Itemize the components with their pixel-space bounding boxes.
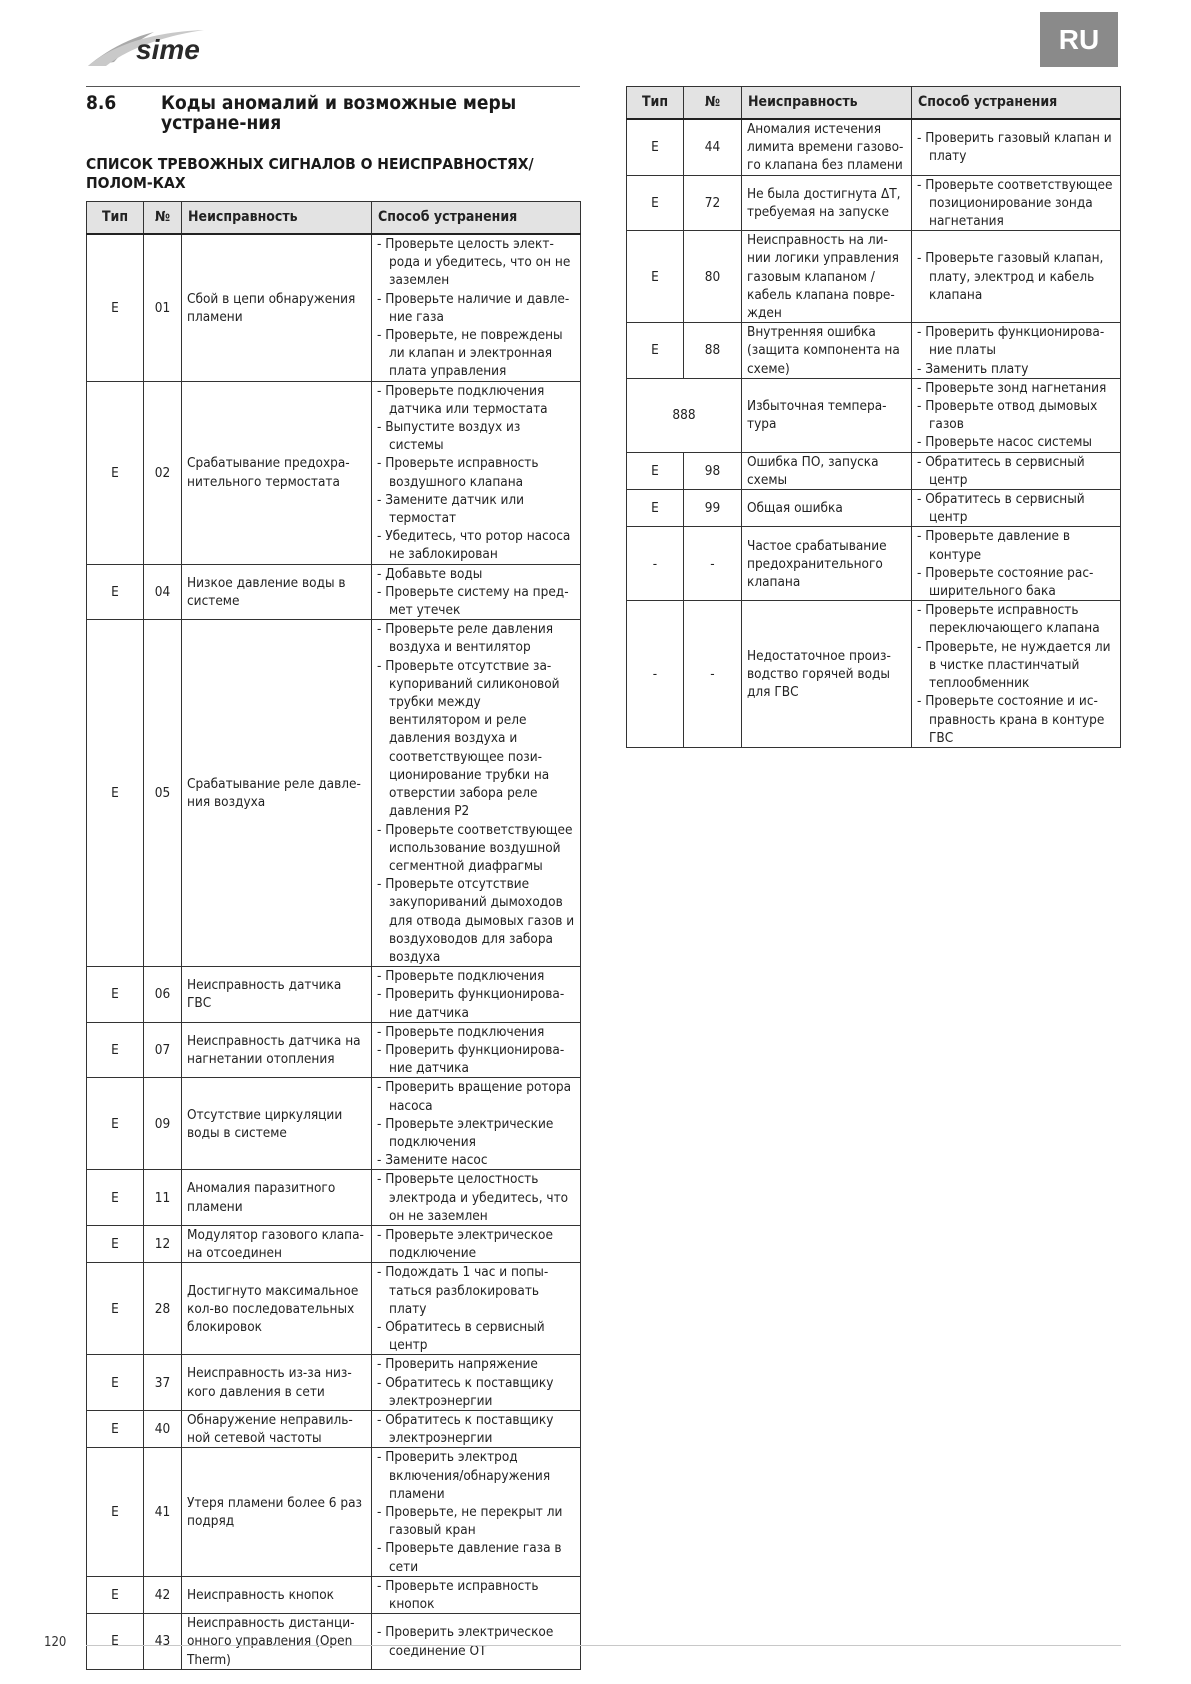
- fault-description-cell: Срабатывание предохра-нительного термостата: [182, 381, 372, 564]
- fault-number-cell: 88: [684, 323, 742, 379]
- fault-description-cell: Утеря пламени более 6 раз подряд: [182, 1448, 372, 1576]
- remedy-line: - Проверьте электрическое подключение: [377, 1226, 553, 1262]
- fault-type-cell: E: [627, 323, 684, 379]
- remedy-cell: [372, 1355, 581, 1411]
- table-row: [87, 234, 581, 381]
- remedy-line: - Проверьте соответствующее позиционирование зонда нагнетания: [917, 176, 1113, 230]
- remedy-cell: [912, 175, 1121, 231]
- language-badge: RU: [1040, 12, 1118, 67]
- fault-code-cell: 888: [627, 378, 742, 452]
- fault-number-cell: 99: [684, 490, 742, 527]
- remedy-cell: [372, 1411, 581, 1448]
- header-remedy: Способ устранения: [372, 202, 581, 235]
- fault-type-cell: E: [87, 1355, 144, 1411]
- fault-type-cell: E: [87, 564, 144, 620]
- remedy-line: - Проверьте соответствующее использование воздушной сегментной диафрагмы: [377, 821, 573, 874]
- fault-description-cell: Избыточная темпера-тура: [742, 378, 912, 452]
- remedy-line: - Проверьте подключения датчика или термостата: [377, 382, 548, 417]
- fault-type-cell: E: [87, 620, 144, 967]
- remedy-cell: [912, 452, 1121, 489]
- fault-type-cell: E: [627, 175, 684, 231]
- table-row: [87, 1576, 581, 1613]
- fault-type-cell: E: [87, 1225, 144, 1262]
- fault-description-cell: Недостаточное произ-водство горячей воды для ГВС: [742, 601, 912, 748]
- remedy-line: - Проверьте состояние и ис-правность крана в контуре ГВС: [917, 693, 1105, 746]
- fault-type-cell: E: [87, 1411, 144, 1448]
- table-row: [627, 323, 1121, 379]
- remedy-cell: [912, 231, 1121, 323]
- fault-codes-table-left: [86, 201, 581, 1670]
- fault-description-cell: Внутренняя ошибка (защита компонента на схеме): [742, 323, 912, 379]
- sime-logo-swoosh-icon: [84, 22, 234, 70]
- fault-description-cell: Аномалия паразитного пламени: [182, 1170, 372, 1226]
- remedy-line: - Проверить функционирова-ние датчика: [377, 986, 565, 1021]
- table-row: [87, 1225, 581, 1262]
- fault-number-cell: 11: [144, 1170, 182, 1226]
- table-row: [627, 231, 1121, 323]
- fault-type-cell: E: [87, 1263, 144, 1355]
- fault-description-cell: Сбой в цепи обнаружения пламени: [182, 234, 372, 381]
- remedy-line: - Проверьте целостность электрода и убедитесь, что он не заземлен: [377, 1171, 569, 1224]
- remedy-line: - Проверьте подключения: [377, 968, 545, 985]
- fault-type-cell: E: [87, 234, 144, 381]
- fault-description-cell: Достигнуто максимальное кол-во последовательных блокировок: [182, 1263, 372, 1355]
- remedy-line: - Проверить функционирова-ние платы: [917, 324, 1105, 359]
- fault-type-cell: E: [87, 381, 144, 564]
- fault-description-cell: Частое срабатывание предохранительного клапана: [742, 527, 912, 601]
- table-row: [627, 175, 1121, 231]
- fault-type-cell: E: [627, 119, 684, 175]
- table-header-row: [87, 202, 581, 235]
- fault-description-cell: Неисправность дистанци-онного управления (Open Therm): [182, 1614, 372, 1670]
- header-number: №: [144, 202, 182, 235]
- remedy-line: - Обратитесь в сервисный центр: [917, 491, 1085, 526]
- fault-number-cell: 43: [144, 1614, 182, 1670]
- fault-description-cell: Неисправность датчика ГВС: [182, 967, 372, 1023]
- fault-type-cell: E: [627, 490, 684, 527]
- remedy-line: - Проверьте насос системы: [917, 434, 1092, 451]
- table-row: [627, 490, 1121, 527]
- remedy-cell: [372, 620, 581, 967]
- remedy-line: - Проверить электрод включения/обнаружения пламени: [377, 1449, 551, 1502]
- table-row: [87, 1614, 581, 1670]
- fault-number-cell: 42: [144, 1576, 182, 1613]
- fault-number-cell: 12: [144, 1225, 182, 1262]
- remedy-line: - Замените датчик или термостат: [377, 491, 525, 527]
- fault-number-cell: 98: [684, 452, 742, 489]
- fault-number-cell: 37: [144, 1355, 182, 1411]
- remedy-line: - Выпустите воздух из системы: [377, 419, 521, 454]
- table-row: [87, 1355, 581, 1411]
- table-row: [87, 1448, 581, 1576]
- remedy-line: - Проверьте, не перекрыт ли газовый кран: [377, 1504, 563, 1539]
- sime-logo: [84, 22, 234, 70]
- fault-type-cell: E: [627, 452, 684, 489]
- fault-type-cell: E: [87, 967, 144, 1023]
- fault-number-cell: 02: [144, 381, 182, 564]
- header-type: Тип: [87, 202, 144, 235]
- fault-description-cell: Неисправность из-за низ-кого давления в сети: [182, 1355, 372, 1411]
- remedy-cell: [372, 1263, 581, 1355]
- fault-description-cell: Отсутствие циркуляции воды в системе: [182, 1078, 372, 1170]
- fault-number-cell: 06: [144, 967, 182, 1023]
- table-row: [87, 1078, 581, 1170]
- remedy-line: - Проверить функционирова-ние датчика: [377, 1041, 565, 1077]
- remedy-line: - Обратитесь в сервисный центр: [917, 453, 1085, 488]
- table-row: [627, 452, 1121, 489]
- fault-number-cell: 44: [684, 119, 742, 175]
- remedy-cell: [372, 1614, 581, 1670]
- remedy-line: - Обратитесь в сервисный центр: [377, 1318, 545, 1354]
- fault-type-cell: -: [627, 601, 684, 748]
- remedy-line: - Проверьте отсутствие закупориваний дымоходов для отвода дымовых газов и воздуховодов для забора воздуха: [377, 876, 575, 965]
- remedy-line: - Проверьте, не повреждены ли клапан и электронная плата управления: [377, 327, 563, 380]
- remedy-line: - Подождать 1 час и попы-таться разблокировать плату: [377, 1264, 549, 1317]
- fault-description-cell: Низкое давление воды в системе: [182, 564, 372, 620]
- remedy-line: - Проверьте систему на пред-мет утечек: [377, 583, 569, 619]
- fault-description-cell: Ошибка ПО, запуска схемы: [742, 452, 912, 489]
- remedy-cell: [372, 1170, 581, 1226]
- remedy-cell: [372, 1448, 581, 1576]
- remedy-line: - Проверьте исправность воздушного клапана: [377, 455, 539, 490]
- fault-number-cell: 72: [684, 175, 742, 231]
- footer-divider: [86, 1645, 1121, 1646]
- remedy-cell: [912, 323, 1121, 379]
- remedy-cell: [372, 234, 581, 381]
- table-row: [627, 378, 1121, 452]
- table-row: [87, 1170, 581, 1226]
- section-heading: [86, 86, 580, 133]
- header-fault: Неисправность: [182, 202, 372, 235]
- remedy-line: - Проверьте целость элект-рода и убедитесь, что он не заземлен: [377, 236, 571, 289]
- page-number: 120: [44, 1635, 67, 1650]
- remedy-cell: [372, 967, 581, 1023]
- header-number: №: [684, 87, 742, 120]
- header-type: Тип: [627, 87, 684, 120]
- remedy-line: - Проверьте подключения: [377, 1023, 545, 1040]
- remedy-line: - Проверьте реле давления воздуха и вентилятор: [377, 621, 554, 656]
- fault-description-cell: Общая ошибка: [742, 490, 912, 527]
- table-row: [627, 527, 1121, 601]
- remedy-line: - Проверьте исправность кнопок: [377, 1577, 539, 1613]
- remedy-cell: [912, 601, 1121, 748]
- remedy-line: - Проверить вращение ротора насоса: [377, 1079, 572, 1114]
- remedy-cell: [912, 378, 1121, 452]
- remedy-line: - Обратитесь к поставщику электроэнергии: [377, 1412, 554, 1447]
- fault-type-cell: E: [87, 1170, 144, 1226]
- header-fault: Неисправность: [742, 87, 912, 120]
- fault-number-cell: -: [684, 601, 742, 748]
- remedy-line: - Проверьте наличие и давле-ние газа: [377, 290, 570, 325]
- remedy-line: - Проверьте зонд нагнетания: [917, 379, 1107, 396]
- table-row: [627, 119, 1121, 175]
- remedy-line: - Замените насос: [377, 1152, 488, 1169]
- fault-type-cell: E: [87, 1614, 144, 1670]
- remedy-cell: [372, 1022, 581, 1078]
- remedy-cell: [372, 1225, 581, 1262]
- table-row: [87, 967, 581, 1023]
- fault-number-cell: 07: [144, 1022, 182, 1078]
- remedy-cell: [912, 490, 1121, 527]
- remedy-cell: [372, 381, 581, 564]
- fault-number-cell: 40: [144, 1411, 182, 1448]
- section-number: 8.6: [86, 92, 117, 114]
- remedy-line: - Проверить напряжение: [377, 1356, 538, 1373]
- table-row: [87, 564, 581, 620]
- header-remedy: Способ устранения: [912, 87, 1121, 120]
- remedy-cell: [372, 1078, 581, 1170]
- fault-type-cell: -: [627, 527, 684, 601]
- fault-type-cell: E: [87, 1078, 144, 1170]
- remedy-line: - Проверьте состояние рас-ширительного бака: [917, 564, 1094, 600]
- remedy-line: - Проверьте отсутствие за-купориваний силиконовой трубки между вентилятором и реле давления воздуха и соответствующее пози-ционирование трубки на отверстии забора реле давления P2: [377, 657, 560, 820]
- remedy-line: - Проверить электрическое соединение ОТ: [377, 1624, 554, 1659]
- table-row: [87, 1263, 581, 1355]
- fault-description-cell: Аномалия истечения лимита времени газово-го клапана без пламени: [742, 119, 912, 175]
- fault-number-cell: 04: [144, 564, 182, 620]
- fault-number-cell: 01: [144, 234, 182, 381]
- remedy-line: - Обратитесь к поставщику электроэнергии: [377, 1374, 554, 1409]
- table-row: [87, 1022, 581, 1078]
- remedy-line: - Проверьте, не нуждается ли в чистке пластинчатый теплообменник: [917, 638, 1111, 692]
- fault-codes-table-right: [626, 86, 1121, 748]
- table-row: [87, 381, 581, 564]
- fault-description-cell: Модулятор газового клапа-на отсоединен: [182, 1225, 372, 1262]
- remedy-cell: [912, 527, 1121, 601]
- remedy-cell: [912, 119, 1121, 175]
- remedy-line: - Проверьте исправность переключающего клапана: [917, 602, 1100, 637]
- remedy-line: - Проверьте давление в контуре: [917, 528, 1070, 563]
- remedy-line: - Добавьте воды: [377, 565, 483, 582]
- fault-description-cell: Не была достигнута ΔT, требуемая на запуске: [742, 175, 912, 231]
- remedy-line: - Проверьте давление газа в сети: [377, 1540, 562, 1575]
- fault-type-cell: E: [627, 231, 684, 323]
- fault-description-cell: Неисправность на ли-нии логики управления газовым клапаном / кабель клапана повре-жден: [742, 231, 912, 323]
- remedy-line: - Проверьте электрические подключения: [377, 1115, 554, 1150]
- table-row: [87, 1411, 581, 1448]
- remedy-line: - Проверить газовый клапан и плату: [917, 130, 1112, 165]
- fault-description-cell: Обнаружение неправиль-ной сетевой частоты: [182, 1411, 372, 1448]
- remedy-line: - Убедитесь, что ротор насоса не заблокирован: [377, 528, 571, 563]
- remedy-line: - Проверьте отвод дымовых газов: [917, 398, 1098, 433]
- fault-number-cell: 09: [144, 1078, 182, 1170]
- fault-type-cell: E: [87, 1022, 144, 1078]
- section-title: Коды аномалий и возможные меры устране-ния: [161, 92, 517, 134]
- fault-description-cell: Срабатывание реле давле-ния воздуха: [182, 620, 372, 967]
- table-row: [87, 620, 581, 967]
- remedy-cell: [372, 564, 581, 620]
- logo-wordmark: sime: [136, 34, 200, 65]
- fault-number-cell: -: [684, 527, 742, 601]
- fault-number-cell: 05: [144, 620, 182, 967]
- fault-number-cell: 80: [684, 231, 742, 323]
- fault-number-cell: 41: [144, 1448, 182, 1576]
- table-row: [627, 601, 1121, 748]
- remedy-cell: [372, 1576, 581, 1613]
- fault-description-cell: Неисправность датчика на нагнетании отопления: [182, 1022, 372, 1078]
- remedy-line: - Заменить плату: [917, 360, 1029, 377]
- alarm-list-title: СПИСОК ТРЕВОЖНЫХ СИГНАЛОВ О НЕИСПРАВНОСТЯХ/ПОЛОМ-КАХ: [86, 155, 534, 192]
- remedy-line: - Проверьте газовый клапан, плату, электрод и кабель клапана: [917, 250, 1104, 303]
- fault-number-cell: 28: [144, 1263, 182, 1355]
- fault-description-cell: Неисправность кнопок: [182, 1576, 372, 1613]
- fault-type-cell: E: [87, 1576, 144, 1613]
- table-header-row: [627, 87, 1121, 120]
- fault-type-cell: E: [87, 1448, 144, 1576]
